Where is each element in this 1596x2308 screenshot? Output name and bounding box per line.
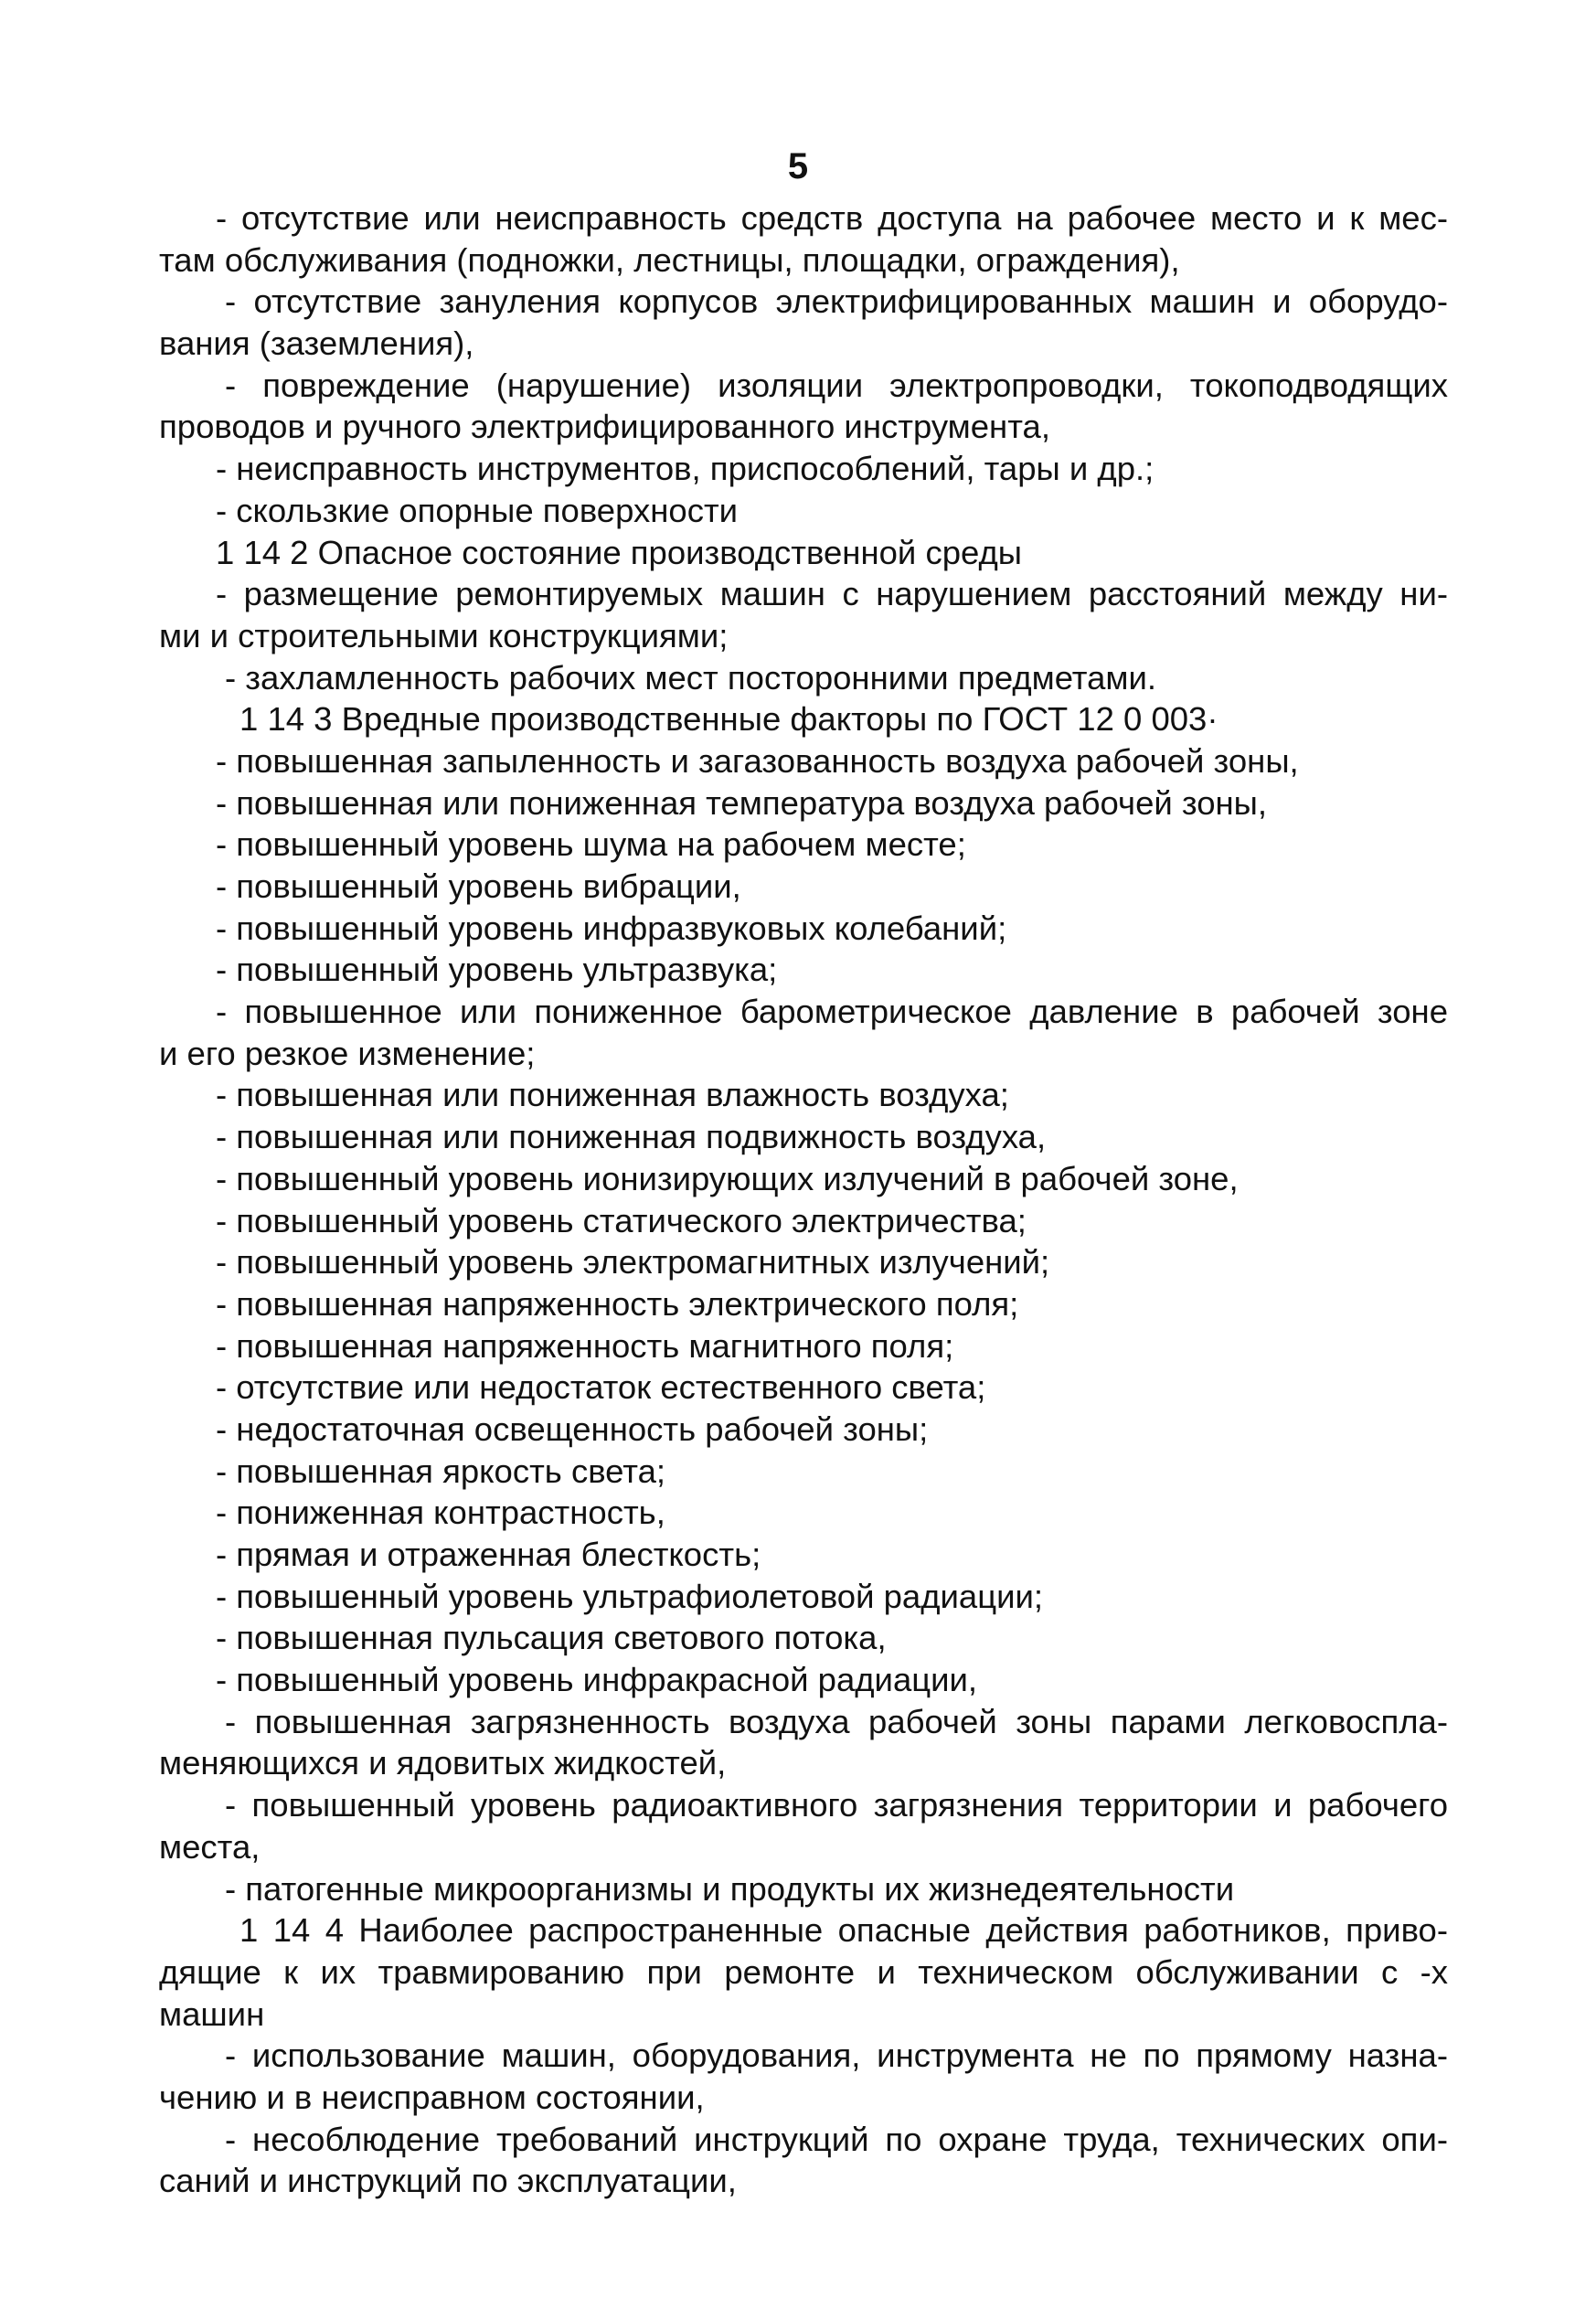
page-number: 5 <box>787 146 809 186</box>
text-line: - повышенный уровень ионизирующих излучений в рабочей зоне, <box>216 1159 1239 1197</box>
text-line: - повышенная напряженность магнитного поля; <box>216 1326 954 1365</box>
text-line: - повышенный уровень инфразвуковых колебаний; <box>216 909 1007 947</box>
text-line: чению и в неисправном состоянии, <box>159 2078 705 2116</box>
text-line: - повышенная или пониженная подвижность воздуха, <box>216 1118 1047 1156</box>
text-line: - отсутствие зануления корпусов электрифицированных машин и оборудо- <box>225 282 1448 321</box>
text-line: - прямая и отраженная блесткость; <box>216 1536 761 1573</box>
text-line: - повышенная или пониженная температура воздуха рабочей зоны, <box>216 783 1268 822</box>
text-line: - повышенный уровень ультрафиолетовой радиации; <box>216 1577 1044 1615</box>
text-line: - повышенная загрязненность воздуха рабочей зоны парами легковоспла- <box>225 1702 1448 1740</box>
text-line: - патогенные микроорганизмы и продукты их жизнедеятельности <box>225 1869 1235 1908</box>
section-heading: 1 14 4 Наиболее распространенные опасные действия работников, приво- <box>239 1911 1448 1950</box>
text-line: - несоблюдение требований инструкций по охране труда, технических опи- <box>225 2120 1448 2158</box>
text-line: - повышенный уровень инфракрасной радиации, <box>216 1661 978 1699</box>
text-line: - повышенная пульсация светового потока, <box>216 1619 887 1657</box>
text-line: - повышенный уровень электромагнитных излучений; <box>216 1243 1050 1282</box>
text-line: - пониженная контрастность, <box>216 1494 665 1532</box>
text-line: меняющихся и ядовитых жидкостей, <box>159 1744 727 1782</box>
text-line: - повреждение (нарушение) изоляции электропроводки, токоподводящих <box>225 366 1448 404</box>
text-line: - повышенная яркость света; <box>216 1452 666 1490</box>
text-line: - использование машин, оборудования, инструмента не по прямому назна- <box>225 2037 1448 2075</box>
text-line: - недостаточная освещенность рабочей зоны; <box>216 1409 929 1448</box>
text-line: - повышенный уровень радиоактивного загрязнения территории и рабочего <box>225 1786 1448 1824</box>
text-line: проводов и ручного электрифицированного инструмента, <box>159 408 1050 446</box>
text-line: - повышенная запыленность и загазованность воздуха рабочей зоны, <box>216 741 1299 780</box>
text-line: - захламленность рабочих мест посторонними предметами. <box>225 658 1157 697</box>
text-line: - повышенный уровень шума на рабочем месте; <box>216 825 966 864</box>
text-line: - отсутствие или неисправность средств доступа на рабочее место и к мес- <box>216 199 1448 237</box>
text-line: - скользкие опорные поверхности <box>216 491 739 529</box>
text-line: - повышенное или пониженное барометрическое давление в рабочей зоне <box>216 993 1448 1031</box>
text-line: - повышенная или пониженная влажность воздуха; <box>216 1076 1009 1114</box>
text-line: - повышенный уровень ультразвука; <box>216 951 778 989</box>
text-line: ми и строительными конструкциями; <box>159 616 729 654</box>
text-line: - неисправность инструментов, приспособлений, тары и др.; <box>216 450 1154 488</box>
text-line: и его резкое изменение; <box>159 1034 536 1072</box>
text-line: вания (заземления), <box>159 324 474 363</box>
page-body <box>159 197 1448 2202</box>
text-line: - размещение ремонтируемых машин с нарушением расстояний между ни- <box>216 575 1448 613</box>
section-heading: 1 14 3 Вредные производственные факторы по ГОСТ 12 0 003· <box>239 700 1218 739</box>
text-line: - повышенная напряженность электрического поля; <box>216 1284 1019 1323</box>
text-line: - отсутствие или недостаток естественного света; <box>216 1368 986 1407</box>
text-line: там обслуживания (подножки, лестницы, площадки, ограждения), <box>159 240 1180 279</box>
text-line: саний и инструкций по эксплуатации, <box>159 2162 737 2200</box>
text-line: места, <box>159 1827 261 1866</box>
text-line: машин <box>159 1994 265 2033</box>
text-line: - повышенный уровень вибрации, <box>216 867 741 905</box>
text-line: дящие к их травмированию при ремонте и техническом обслуживании с -х <box>159 1952 1448 1991</box>
text-line: - повышенный уровень статического электричества; <box>216 1201 1027 1239</box>
section-heading: 1 14 2 Опасное состояние производственной среды <box>216 533 1023 571</box>
